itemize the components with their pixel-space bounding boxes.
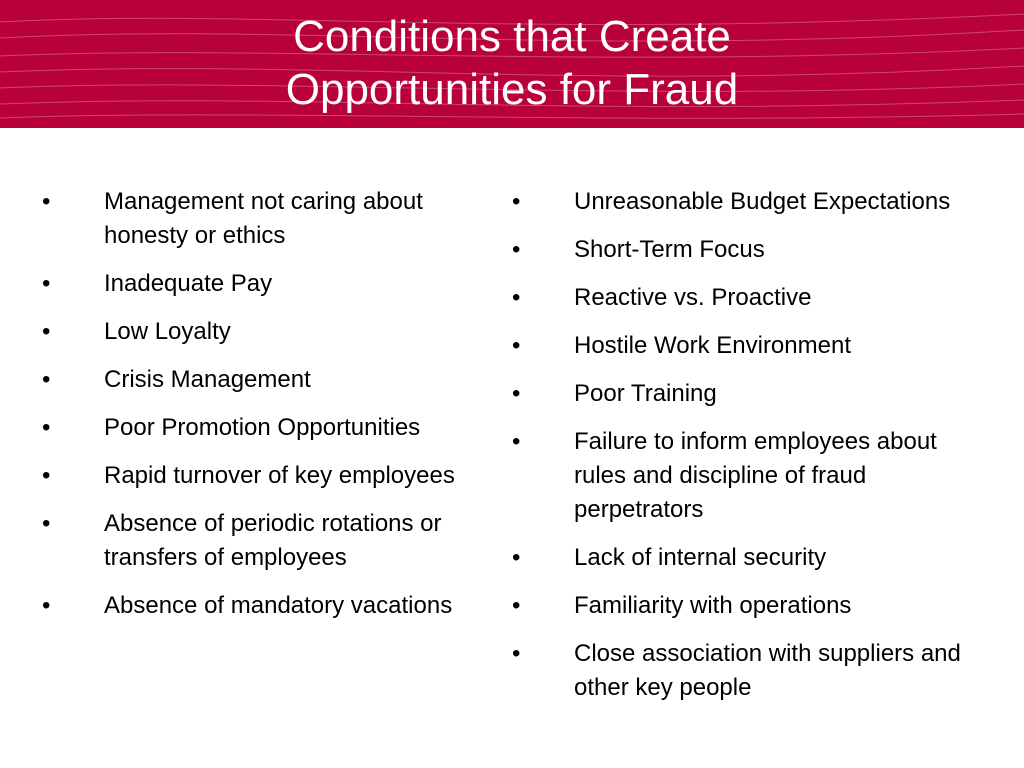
bullet-icon: • — [512, 380, 521, 407]
bullet-icon: • — [512, 236, 521, 263]
list-item — [42, 589, 492, 623]
bullet-icon: • — [42, 510, 51, 537]
list-item-text: Close association with suppliers and other key people — [574, 640, 961, 701]
list-item — [512, 637, 992, 705]
list-item-text: Rapid turnover of key employees — [104, 462, 455, 489]
list-item — [512, 541, 992, 575]
bullet-icon: • — [42, 366, 51, 393]
bullet-icon: • — [42, 414, 51, 441]
list-item — [512, 425, 992, 527]
list-item — [512, 329, 992, 363]
title-banner — [0, 0, 1024, 128]
list-item — [512, 589, 992, 623]
list-item — [42, 185, 492, 253]
bullet-icon: • — [512, 332, 521, 359]
list-item-text: Unreasonable Budget Expectations — [574, 188, 951, 215]
list-item — [512, 281, 992, 315]
list-item — [42, 459, 492, 493]
list-item — [512, 233, 992, 267]
left-bullet-list — [42, 185, 492, 637]
list-item-text: Poor Promotion Opportunities — [104, 414, 421, 441]
bullet-icon: • — [42, 270, 51, 297]
bullet-icon: • — [512, 640, 521, 667]
list-item — [42, 411, 492, 445]
list-item-text: Absence of mandatory vacations — [104, 592, 453, 619]
bullet-icon: • — [512, 284, 521, 311]
list-item-text: Inadequate Pay — [104, 270, 273, 297]
list-item-text: Hostile Work Environment — [574, 332, 851, 359]
list-item — [512, 185, 992, 219]
list-item-text: Short-Term Focus — [574, 236, 765, 263]
list-item — [42, 507, 492, 575]
slide-title-line-1: Conditions that Create — [293, 12, 731, 61]
list-item — [512, 377, 992, 411]
list-item — [42, 363, 492, 397]
list-item-text: Absence of periodic rotations or transfers of employees — [104, 510, 442, 571]
bullet-icon: • — [42, 318, 51, 345]
right-bullet-list — [512, 185, 992, 719]
bullet-icon: • — [42, 462, 51, 489]
list-item-text: Poor Training — [574, 380, 717, 407]
bullet-icon: • — [512, 592, 521, 619]
list-item-text: Crisis Management — [104, 366, 311, 393]
bullet-icon: • — [512, 428, 521, 455]
list-item-text: Lack of internal security — [574, 544, 827, 571]
list-item-text: Reactive vs. Proactive — [574, 284, 812, 311]
slide-title-line-2: Opportunities for Fraud — [285, 65, 739, 114]
list-item-text: Management not caring about honesty or ethics — [104, 188, 423, 249]
bullet-icon: • — [512, 544, 521, 571]
slide-title — [0, 10, 1024, 116]
list-item — [42, 267, 492, 301]
bullet-icon: • — [42, 188, 51, 215]
list-item-text: Familiarity with operations — [574, 592, 852, 619]
list-item — [42, 315, 492, 349]
list-item-text: Failure to inform employees about rules and discipline of fraud perpetrators — [574, 428, 937, 523]
bullet-icon: • — [42, 592, 51, 619]
list-item-text: Low Loyalty — [104, 318, 231, 345]
bullet-icon: • — [512, 188, 521, 215]
